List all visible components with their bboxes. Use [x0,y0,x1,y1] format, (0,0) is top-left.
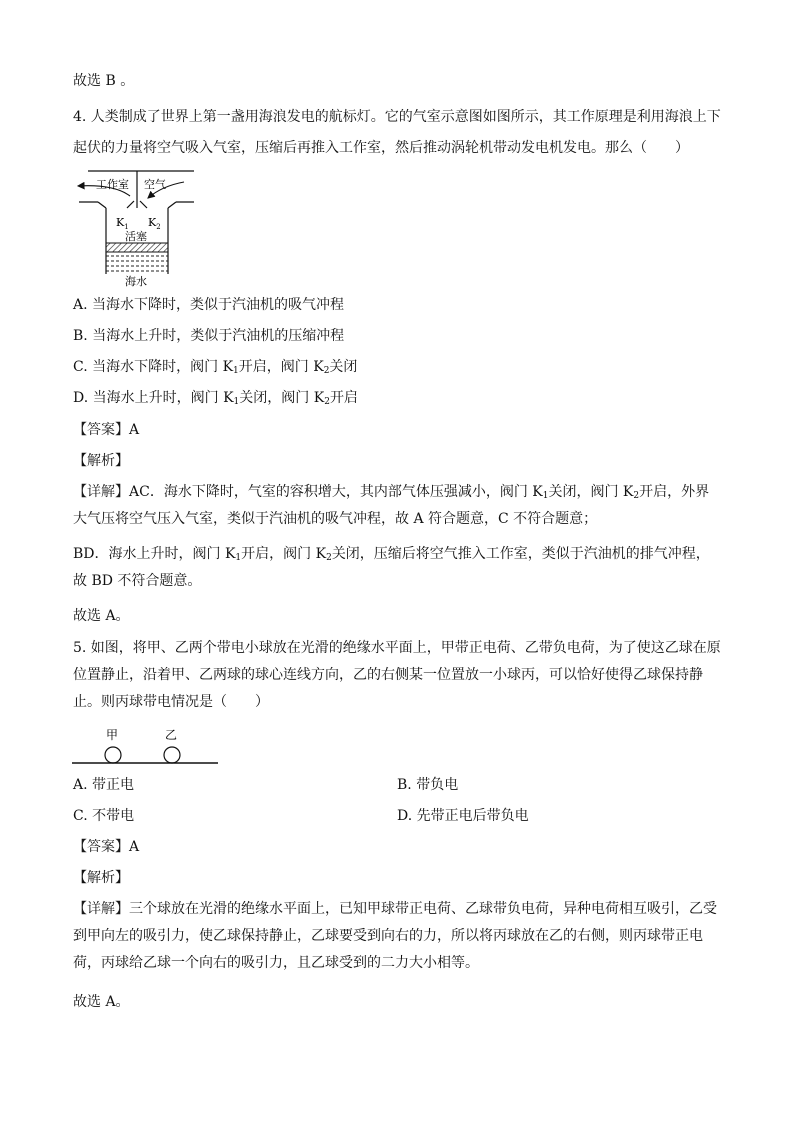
ball-jia [105,747,121,763]
q5-answer: 【答案】A [73,839,140,855]
label-ball-yi: 乙 [165,728,178,742]
q4-answer: 【答案】A [73,422,140,438]
label-k1: $K_1$ [116,216,129,231]
q5-conclusion: 故选 A。 [73,994,130,1010]
q5-option-c: C. 不带电 [73,808,135,824]
previous-conclusion: 故选 B 。 [73,73,135,89]
q4-option-c: C. 当海水下降时，阀门 $K_1$开启，阀门 $K_2$关闭 [73,359,358,376]
q4-option-a: A. 当海水下降时，类似于汽油机的吸气冲程 [73,297,345,313]
q5-detail: 【详解】三个球放在光滑的绝缘水平面上，已知甲球带正电荷、乙球带负电荷，异种电荷相互吸引，乙受到甲向左的吸引力，使乙球保持静止，乙球要受到向右的力，所以将丙球放在乙的右侧，则丙球带正电荷，丙球给乙球一个向右的吸引力，且乙球受到的二力大小相等。 [73,901,717,971]
q5-two-balls-figure [72,725,222,769]
label-piston: 活塞 [125,230,147,243]
label-sea-water: 海水 [125,275,147,288]
q4-stem-line2: 起伏的力量将空气吸入气室，压缩后再推入工作室，然后推动涡轮机带动发电机发电。那么（ ） [73,140,689,156]
label-work-chamber: 工作室 [96,178,129,191]
q4-detail-ac: 【详解】AC．海水下降时，气室的容积增大，其内部气体压强减小，阀门 $K_1$关闭，阀门 $K_2$开启，外界大气压将空气压入气室，类似于汽油机的吸气冲程，故 A 符合题意，C 不符合题意； [73,484,710,527]
q4-option-b: B. 当海水上升时，类似于汽油机的压缩冲程 [73,328,345,344]
piston [106,243,168,252]
q4-analysis-heading: 【解析】 [73,453,129,469]
q5-analysis-heading: 【解析】 [73,870,129,886]
q5-option-d: D. 先带正电后带负电 [397,808,529,824]
ball-yi [164,747,180,763]
q5-stem: 5. 如图，将甲、乙两个带电小球放在光滑的绝缘水平面上，甲带正电荷、乙带负电荷，为了使这乙球在原位置静止，沿着甲、乙两球的球心连线方向，乙的右侧某一位置放一小球丙，可以恰好使得乙球保持静止。则丙球带电情况是（ ） [73,640,721,710]
q4-air-chamber-figure [68,166,200,288]
label-ball-jia: 甲 [106,728,119,742]
label-air: 空气 [144,178,166,191]
q4-conclusion: 故选 A。 [73,608,130,624]
q5-option-a: A. 带正电 [73,777,135,793]
q4-detail-bd: BD．海水上升时，阀门 $K_1$开启，阀门 $K_2$关闭，压缩后将空气推入工作室，类似于汽油机的排气冲程，故 BD 不符合题意。 [73,546,710,589]
q5-option-b: B. 带负电 [397,777,459,793]
q4-stem-line1: 4. 人类制成了世界上第一盏用海浪发电的航标灯。它的气室示意图如图所示，其工作原理是利用海浪上下 [73,109,721,125]
q4-option-d: D. 当海水上升时，阀门 $K_1$关闭，阀门 $K_2$开启 [73,390,358,407]
label-k2: $K_2$ [148,216,161,231]
